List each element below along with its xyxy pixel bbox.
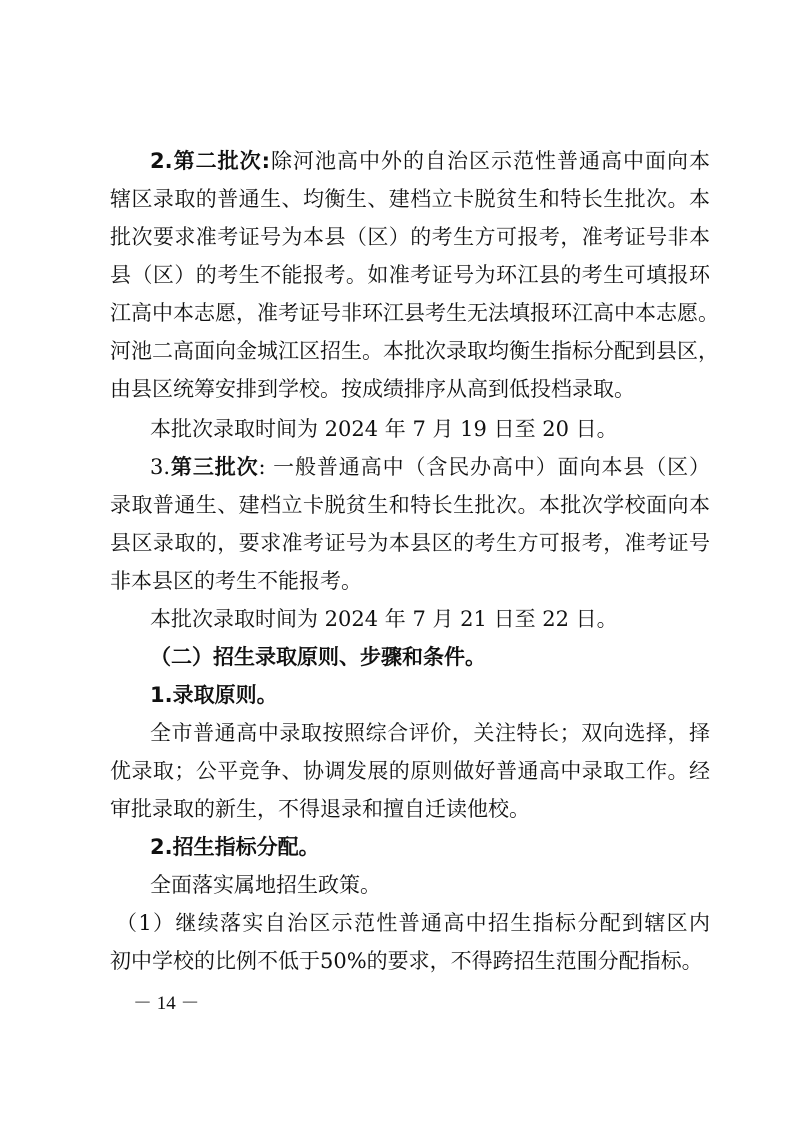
- batch2-time: 本批次录取时间为 2024 年 7 月 19 日至 20 日。: [150, 417, 618, 441]
- quota-item1-line-1: （1）继续落实自治区示范性普通高中招生指标分配到辖区内: [116, 911, 710, 935]
- section2-heading: （二）招生录取原则、步骤和条件。: [150, 645, 486, 669]
- paragraph-batch2-line-3: 批次要求准考证号为本县（区）的考生方可报考，准考证号非本: [110, 225, 710, 249]
- batch3-time: 本批次录取时间为 2024 年 7 月 21 日至 22 日。: [150, 607, 618, 631]
- paragraph-batch2-line-7: 由县区统筹安排到学校。按成绩排序从高到低投档录取。: [110, 377, 635, 401]
- quota-item1-line-2: 初中学校的比例不低于50%的要求，不得跨招生范围分配指标。: [110, 949, 703, 973]
- paragraph-batch2-line-2: 辖区录取的普通生、均衡生、建档立卡脱贫生和特长生批次。本: [110, 187, 710, 211]
- paragraph-batch3-line-3: 县区录取的，要求准考证号为本县区的考生方可报考，准考证号: [110, 531, 710, 555]
- quota-line: 全面落实属地招生政策。: [150, 873, 381, 897]
- principle-heading: 1.录取原则。: [150, 683, 278, 707]
- batch3-number: 3.: [150, 455, 171, 479]
- paragraph-batch2-line-1: [110, 142, 710, 180]
- paragraph-batch2-line-4: 县（区）的考生不能报考。如准考证号为环江县的考生可填报环: [110, 263, 710, 287]
- principle-line-3: 审批录取的新生，不得退录和擅自迁读他校。: [110, 797, 530, 821]
- paragraph-batch3-line-1: [110, 448, 710, 486]
- batch3-text: : 一般普通高中（含民办高中）面向本县（区）: [258, 455, 711, 479]
- paragraph-batch2-line-5: 江高中本志愿，准考证号非环江县考生无法填报环江高中本志愿。: [110, 301, 719, 325]
- paragraph-batch3-line-2: 录取普通生、建档立卡脱贫生和特长生批次。本批次学校面向本: [110, 493, 710, 517]
- batch2-heading: 2.第二批次:: [150, 149, 270, 173]
- batch3-heading: 第三批次: [170, 455, 259, 479]
- principle-line-1: 全市普通高中录取按照综合评价，关注特长；双向选择，择: [150, 721, 710, 745]
- paragraph-batch3-line-4: 非本县区的考生不能报考。: [110, 569, 362, 593]
- principle-line-2: 优录取；公平竞争、协调发展的原则做好普通高中录取工作。经: [110, 759, 710, 783]
- batch2-text: 除河池高中外的自治区示范性普通高中面向本: [270, 149, 710, 173]
- paragraph-batch2-line-6: 河池二高面向金城江区招生。本批次录取均衡生指标分配到县区，: [110, 339, 719, 363]
- quota-heading: 2.招生指标分配。: [150, 835, 320, 859]
- page-number: － 14 －: [133, 993, 200, 1014]
